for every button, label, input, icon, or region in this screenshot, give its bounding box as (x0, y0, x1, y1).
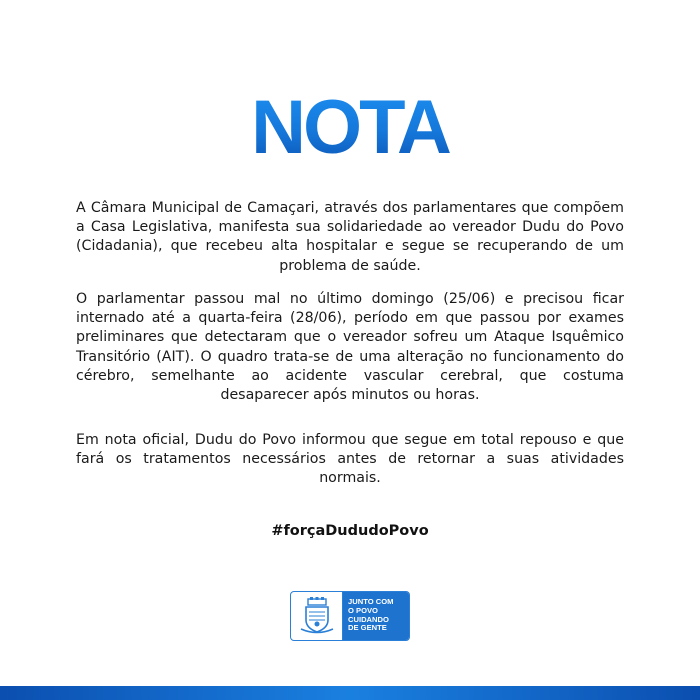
bottom-accent-bar (0, 686, 700, 700)
logo-slogan-line: CUIDANDO (348, 614, 389, 624)
logo-slogan-line: JUNTO COM (348, 597, 394, 606)
page-title: NOTA (0, 88, 700, 168)
paragraph-official-note: Em nota oficial, Dudu do Povo informou que segue em total repouso e que fará os tratamentos necessários antes de retornar a suas atividades normais. (76, 432, 624, 487)
hashtag: #forçaDududoPovo (271, 523, 429, 539)
coat-of-arms-icon (291, 592, 343, 640)
camara-logo (290, 591, 410, 641)
logo-slogan (343, 592, 409, 640)
paragraph-solidarity: A Câmara Municipal de Camaçari, através dos parlamentares que compõem a Casa Legislativa, manifesta sua solidariedade ao vereador Dudu do Povo (Cidadania), que recebeu alta hospitalar e segue se recuperando de um problema de saúde. (76, 200, 624, 274)
paragraph-details: O parlamentar passou mal no último domingo (25/06) e precisou ficar internado até a quarta-feira (28/06), período em que passou por exames preliminares que detectaram que o vereador sofreu um Ataque Isquêmico Transitório (AIT). O quadro trata-se de uma alteração no funcionamento do cérebro, semelhante ao acidente vascular cerebral, que costuma desaparecer após minutos ou horas. (76, 291, 624, 404)
logo-slogan-line: DE GENTE (348, 623, 387, 633)
logo-slogan-line: O POVO (348, 605, 378, 615)
